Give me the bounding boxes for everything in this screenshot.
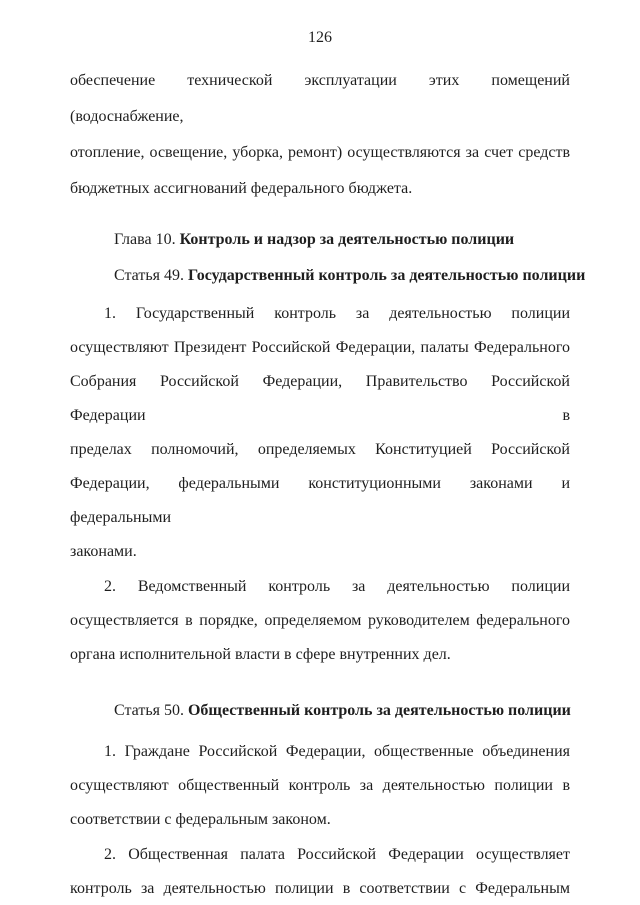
text-line: Федерации, федеральными конституционными законами и федеральными — [70, 475, 570, 526]
text-line: осуществляют Президент Российской Федерации, палаты Федерального — [70, 339, 570, 356]
body-text — [70, 63, 586, 905]
text-line: законами. — [70, 543, 137, 560]
text-line: 2. Общественная палата Российской Федерации осуществляет — [104, 846, 570, 863]
article-50-paragraph-2 — [70, 838, 570, 905]
article-49-paragraph-2 — [70, 570, 570, 672]
text-line: органа исполнительной власти в сфере внутренних дел. — [70, 646, 451, 663]
text-line: Собрания Российской Федерации, Правительство Российской Федерации в — [70, 373, 570, 424]
chapter-heading-prefix: Глава 10. — [114, 231, 176, 248]
chapter-heading-title: Контроль и надзор за деятельностью полиции — [179, 231, 515, 248]
text-line: 2. Ведомственный контроль за деятельностью полиции — [104, 578, 570, 595]
text-line: бюджетных ассигнований федерального бюджета. — [70, 180, 413, 197]
article-50-paragraph-1 — [70, 735, 570, 837]
text-line: 1. Граждане Российской Федерации, общественные объединения — [104, 743, 570, 760]
paragraph-premises-maintenance — [70, 63, 570, 207]
article-heading-title: Общественный контроль за деятельностью полиции — [187, 702, 571, 719]
text-line: отопление, освещение, уборка, ремонт) осуществляются за счет средств — [70, 144, 570, 161]
text-line: обеспечение технической эксплуатации этих помещений (водоснабжение, — [70, 72, 570, 125]
article-49-heading — [70, 258, 586, 294]
text-line: 1. Государственный контроль за деятельностью полиции — [104, 305, 570, 322]
article-heading-prefix: Статья 50. — [114, 702, 184, 719]
article-50-heading — [70, 693, 570, 729]
text-line: контроль за деятельностью полиции в соответствии с Федеральным — [70, 880, 570, 897]
article-49-paragraph-1 — [70, 297, 570, 569]
text-line: осуществляется в порядке, определяемом руководителем федерального — [70, 612, 570, 629]
text-line: соответствии с федеральным законом. — [70, 811, 331, 828]
text-line: осуществляют общественный контроль за деятельностью полиции в — [70, 777, 570, 794]
article-heading-title: Государственный контроль за деятельностью полиции — [187, 267, 586, 284]
text-line: пределах полномочий, определяемых Конституцией Российской — [70, 441, 570, 458]
page-number: 126 — [308, 29, 332, 46]
article-heading-prefix: Статья 49. — [114, 267, 184, 284]
chapter-10-heading — [70, 222, 570, 258]
